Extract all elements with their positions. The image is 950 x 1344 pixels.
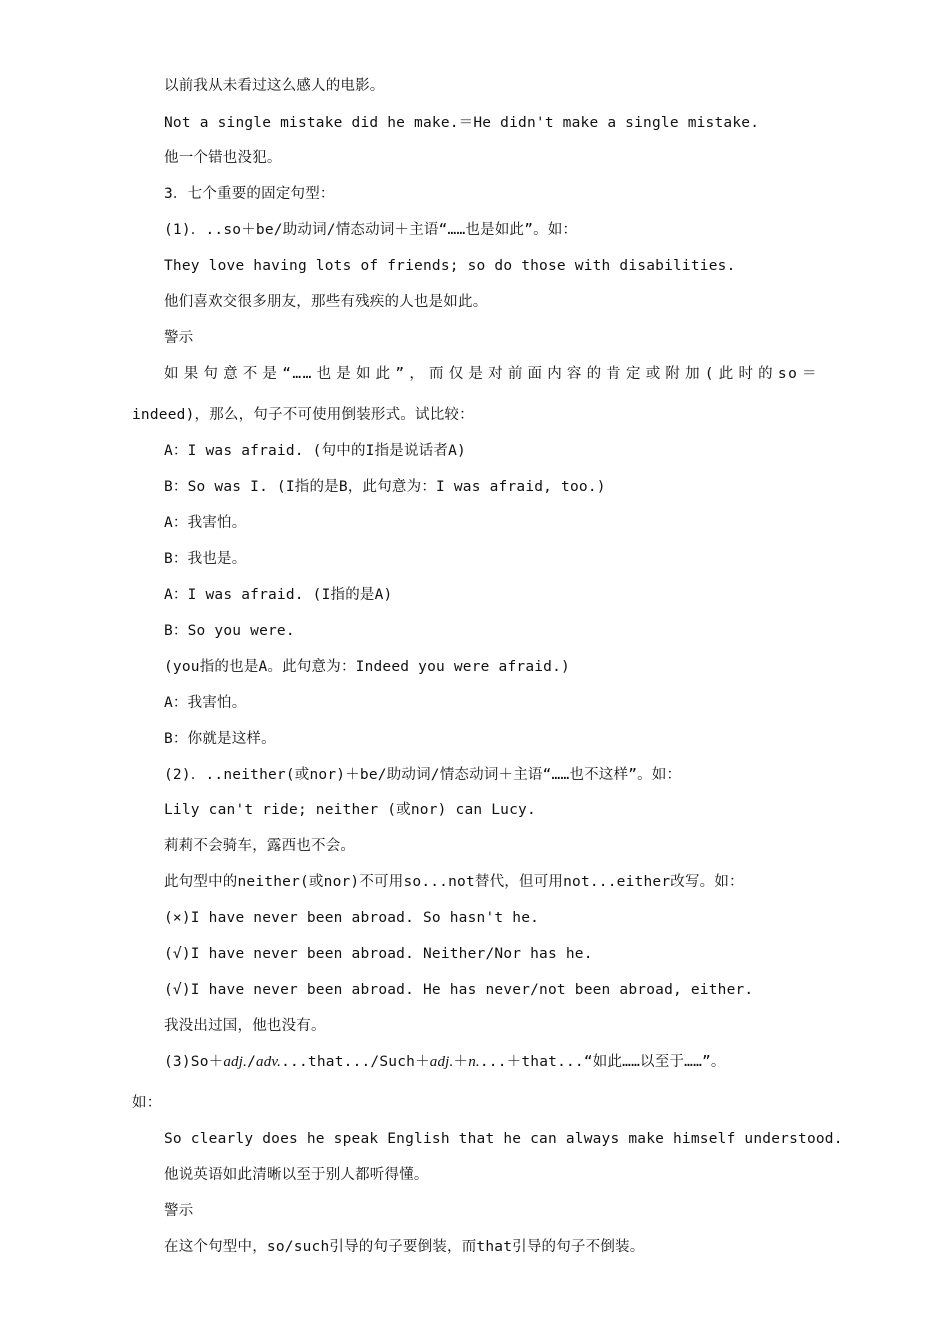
warning-label: 警示 xyxy=(164,330,194,346)
text-line: 以前我从未看过这么感人的电影。 xyxy=(164,78,385,94)
warning-text: 在这个句型中，so/such引导的句子要倒装，而that引导的句子不倒装。 xyxy=(164,1239,645,1255)
example-sentence: Lily can't ride; neither (或nor) can Lucy. xyxy=(164,802,536,818)
heading-part: adj. xyxy=(223,1054,248,1070)
heading-part: ...＋that...“如此……以至于……”。 xyxy=(479,1054,726,1070)
heading-part: ＋ xyxy=(453,1054,469,1070)
example-translation: 我没出过国，他也没有。 xyxy=(164,1018,326,1034)
dialogue-note: (you指的也是A。此句意为：Indeed you were afraid.) xyxy=(164,659,570,675)
heading-part: ...that.../Such＋ xyxy=(281,1054,430,1070)
dialogue-line: A：我害怕。 xyxy=(164,695,247,711)
dialogue-line: A：我害怕。 xyxy=(164,515,247,531)
heading-part: n. xyxy=(468,1054,480,1070)
example-sentence: So clearly does he speak English that he can always make himself understood. xyxy=(164,1131,843,1147)
heading-part: adv. xyxy=(256,1054,282,1070)
text-line: 如： xyxy=(132,1095,162,1111)
subsection-heading: (1)．..so＋be/助动词/情态动词＋主语“……也是如此”。如： xyxy=(164,222,578,238)
dialogue-line: B：So you were. xyxy=(164,623,295,639)
heading-part: / xyxy=(247,1054,257,1070)
heading-part: adj. xyxy=(429,1054,454,1070)
rule-text: 此句型中的neither(或nor)不可用so...not替代，但可用not...either改写。如： xyxy=(164,874,744,890)
example-translation: 他们喜欢交很多朋友，那些有残疾的人也是如此。 xyxy=(164,294,488,310)
text-line: 他一个错也没犯。 xyxy=(164,150,282,166)
example-correct: (√)I have never been abroad. He has never/not been abroad, either. xyxy=(164,982,754,998)
subsection-heading: (2)．..neither(或nor)＋be/助动词/情态动词＋主语“……也不这样”。如： xyxy=(164,767,682,783)
warning-text: 如果句意不是“……也是如此”，而仅是对前面内容的肯定或附加(此时的so＝ xyxy=(164,366,818,382)
dialogue-line: A：I was afraid. (I指的是A) xyxy=(164,587,393,603)
warning-label: 警示 xyxy=(164,1203,194,1219)
dialogue-line: A：I was afraid. (句中的I指是说话者A) xyxy=(164,443,466,459)
dialogue-line: B：你就是这样。 xyxy=(164,731,276,747)
example-sentence: They love having lots of friends; so do those with disabilities. xyxy=(164,258,736,274)
section-heading: 3．七个重要的固定句型： xyxy=(164,186,335,202)
subsection-heading xyxy=(164,1052,840,1072)
text-line: Not a single mistake did he make.＝He didn't make a single mistake. xyxy=(164,115,760,131)
warning-text: indeed)，那么，句子不可使用倒装形式。试比较： xyxy=(132,407,474,423)
example-wrong: (×)I have never been abroad. So hasn't he. xyxy=(164,910,540,926)
example-translation: 他说英语如此清晰以至于别人都听得懂。 xyxy=(164,1167,429,1183)
dialogue-line: B：我也是。 xyxy=(164,551,247,567)
example-translation: 莉莉不会骑车，露西也不会。 xyxy=(164,838,356,854)
example-correct: (√)I have never been abroad. Neither/Nor has he. xyxy=(164,946,593,962)
dialogue-line: B：So was I. (I指的是B，此句意为：I was afraid, too.) xyxy=(164,479,606,495)
heading-part: (3)So＋ xyxy=(164,1054,224,1070)
